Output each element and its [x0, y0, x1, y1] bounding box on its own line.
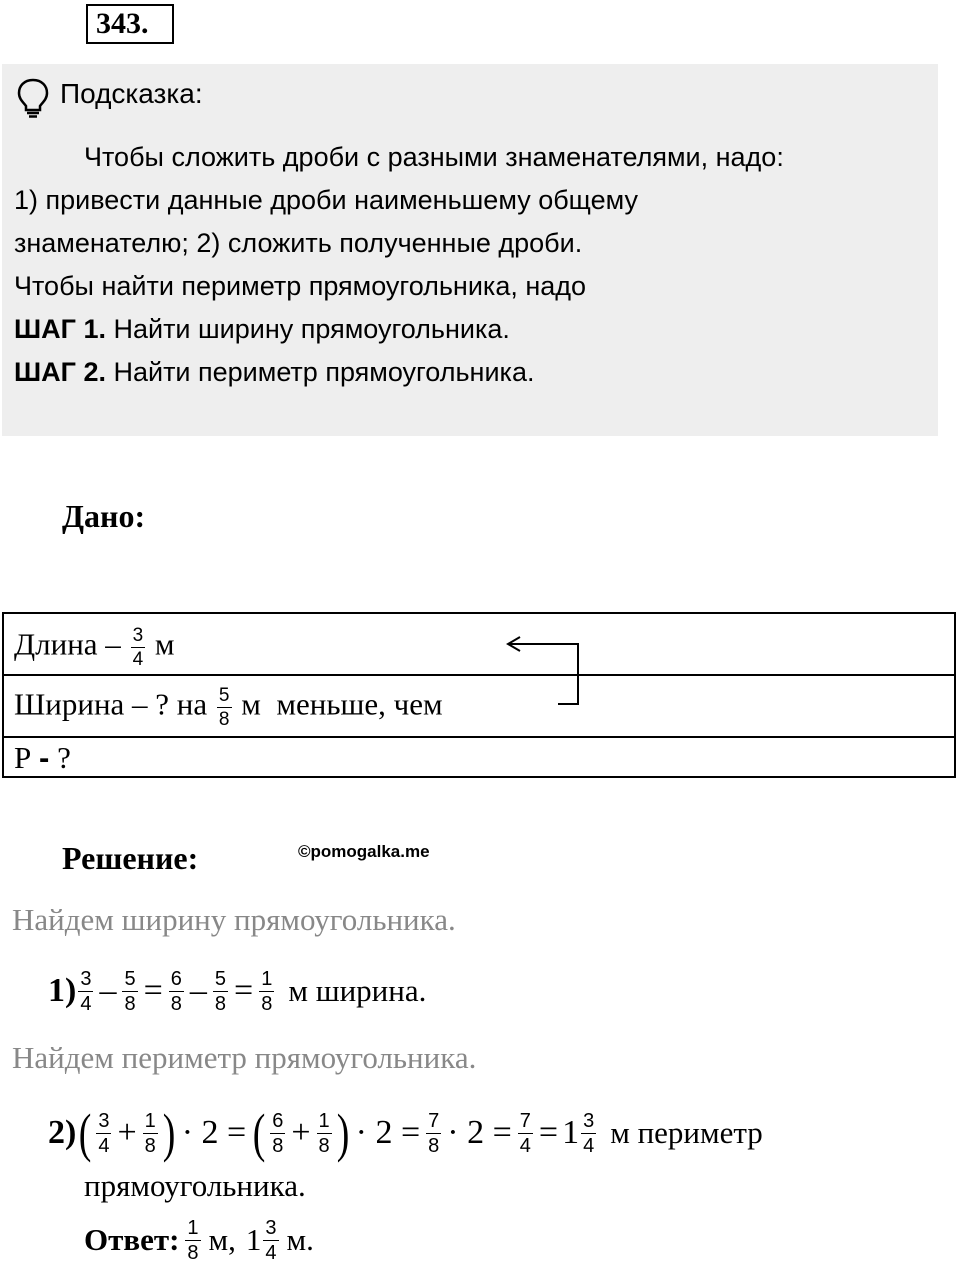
- hint-step-1-label: ШАГ 1.: [14, 314, 106, 344]
- step1-tail: м ширина.: [288, 973, 427, 1008]
- answer-label: Ответ:: [84, 1222, 180, 1257]
- fraction: [96, 1111, 111, 1156]
- operator: +: [291, 1114, 311, 1151]
- length-fraction: [131, 626, 146, 669]
- frac-den: 8: [272, 1134, 284, 1157]
- frac-den: 8: [261, 992, 273, 1015]
- hint-line-4: Чтобы найти периметр прямоугольника, надо: [14, 271, 587, 301]
- hint-title: Подсказка:: [60, 78, 203, 109]
- frac-den: 4: [265, 1241, 277, 1264]
- row-perimeter: [4, 738, 954, 778]
- length-label: Длина –: [14, 626, 121, 662]
- hint-step-2-label: ШАГ 2.: [14, 357, 106, 387]
- frac-num: 5: [218, 685, 230, 706]
- frac-num: 3: [265, 1216, 277, 1239]
- row-perimeter-content: [14, 740, 71, 776]
- step1-number: 1): [48, 972, 77, 1009]
- fraction: [122, 969, 137, 1014]
- width-fraction: [217, 686, 232, 729]
- given-table: [2, 612, 956, 778]
- frac-num: 5: [214, 967, 227, 990]
- operator: · 2 =: [447, 1114, 512, 1151]
- step2-caption: Найдем периметр прямоугольника.: [12, 1040, 477, 1075]
- frac-num: 6: [272, 1109, 284, 1132]
- right-paren: ): [336, 1103, 349, 1163]
- step2-tail-2: прямоугольника.: [84, 1168, 306, 1203]
- row-length-content: [14, 626, 175, 669]
- frac-num: 3: [98, 1109, 110, 1132]
- frac-den: 4: [519, 1134, 531, 1157]
- left-paren: (: [79, 1103, 92, 1163]
- left-paren: (: [252, 1103, 266, 1163]
- frac-den: 8: [187, 1241, 199, 1264]
- frac-num: 6: [170, 967, 182, 990]
- operator: –: [99, 972, 117, 1009]
- row-width: [4, 676, 954, 734]
- operator: =: [538, 1114, 559, 1151]
- frac-den: 8: [170, 992, 182, 1015]
- perimeter-dash: -: [39, 740, 50, 775]
- frac-num: 7: [519, 1109, 531, 1132]
- operator: =: [143, 972, 163, 1009]
- step1-caption: Найдем ширину прямоугольника.: [12, 902, 456, 937]
- comparison-arrow: [502, 634, 588, 710]
- frac-den: 8: [428, 1134, 440, 1157]
- fraction: [270, 1111, 285, 1156]
- fraction: [185, 1218, 200, 1263]
- fraction: [581, 1111, 596, 1156]
- hint-line-3: знаменателю; 2) сложить полученные дроби.: [14, 228, 583, 258]
- frac-num: 3: [132, 625, 144, 646]
- frac-den: 4: [132, 649, 144, 670]
- frac-num: 1: [261, 967, 273, 990]
- width-label: Ширина – ? на: [14, 686, 208, 722]
- row-length: [4, 616, 954, 674]
- fraction: [78, 969, 93, 1014]
- fraction: [143, 1111, 158, 1156]
- given-title: Дано:: [62, 498, 146, 534]
- frac-num: 1: [144, 1109, 156, 1132]
- frac-den: 8: [214, 992, 227, 1015]
- frac-num: 1: [187, 1216, 199, 1239]
- right-paren: ): [162, 1103, 176, 1163]
- frac-num: 5: [124, 967, 136, 990]
- operator: · 2 =: [355, 1114, 421, 1151]
- fraction: [259, 969, 274, 1014]
- operator: · 2 =: [181, 1114, 247, 1151]
- mixed-whole: 1: [562, 1114, 580, 1151]
- perimeter-label: Р: [14, 740, 32, 775]
- frac-den: 4: [80, 992, 92, 1015]
- width-rest: меньше, чем: [276, 686, 443, 722]
- hint-line-1: Чтобы сложить дроби с разными знаменателями, надо:: [84, 142, 784, 172]
- hint-step-1-text: Найти ширину прямоугольника.: [105, 314, 510, 344]
- frac-den: 8: [218, 709, 230, 730]
- operator: +: [117, 1114, 137, 1151]
- operator: –: [189, 972, 207, 1009]
- solution-title: Решение:: [62, 840, 199, 876]
- fraction: [518, 1111, 533, 1156]
- hint-box: [2, 64, 938, 436]
- answer: [84, 1208, 314, 1272]
- hint-line-2: 1) привести данные дроби наименьшему общему: [14, 185, 638, 215]
- watermark: ©pomogalka.me: [298, 842, 430, 861]
- frac-den: 4: [583, 1134, 595, 1157]
- length-unit: м: [154, 626, 175, 662]
- hint-step-1: [14, 308, 510, 351]
- step1-equation: [48, 958, 426, 1024]
- answer-end: м.: [286, 1222, 314, 1257]
- operator: =: [234, 972, 254, 1009]
- task-number: 343.: [86, 4, 174, 44]
- frac-den: 8: [124, 992, 136, 1015]
- frac-den: 8: [144, 1134, 156, 1157]
- frac-den: 4: [98, 1134, 110, 1157]
- step2-equation: [48, 1098, 763, 1168]
- fraction: [426, 1111, 441, 1156]
- mixed-whole: 1: [245, 1222, 262, 1257]
- lightbulb-icon: [16, 78, 50, 131]
- width-unit: м: [241, 686, 261, 722]
- fraction: [169, 969, 184, 1014]
- step2-number: 2): [48, 1114, 77, 1151]
- answer-separator: м,: [208, 1222, 236, 1257]
- fraction: [317, 1111, 332, 1156]
- frac-den: 8: [318, 1134, 330, 1157]
- fraction: [263, 1218, 278, 1263]
- perimeter-question: ?: [57, 740, 71, 775]
- hint-step-2-text: Найти периметр прямоугольника.: [105, 357, 535, 387]
- frac-num: 3: [80, 967, 92, 990]
- frac-num: 3: [583, 1109, 595, 1132]
- hint-step-2: [14, 351, 534, 394]
- step2-tail: м периметр: [610, 1115, 763, 1150]
- frac-num: 7: [428, 1109, 440, 1132]
- row-width-content: [14, 686, 443, 729]
- fraction: [213, 969, 228, 1014]
- frac-num: 1: [318, 1109, 330, 1132]
